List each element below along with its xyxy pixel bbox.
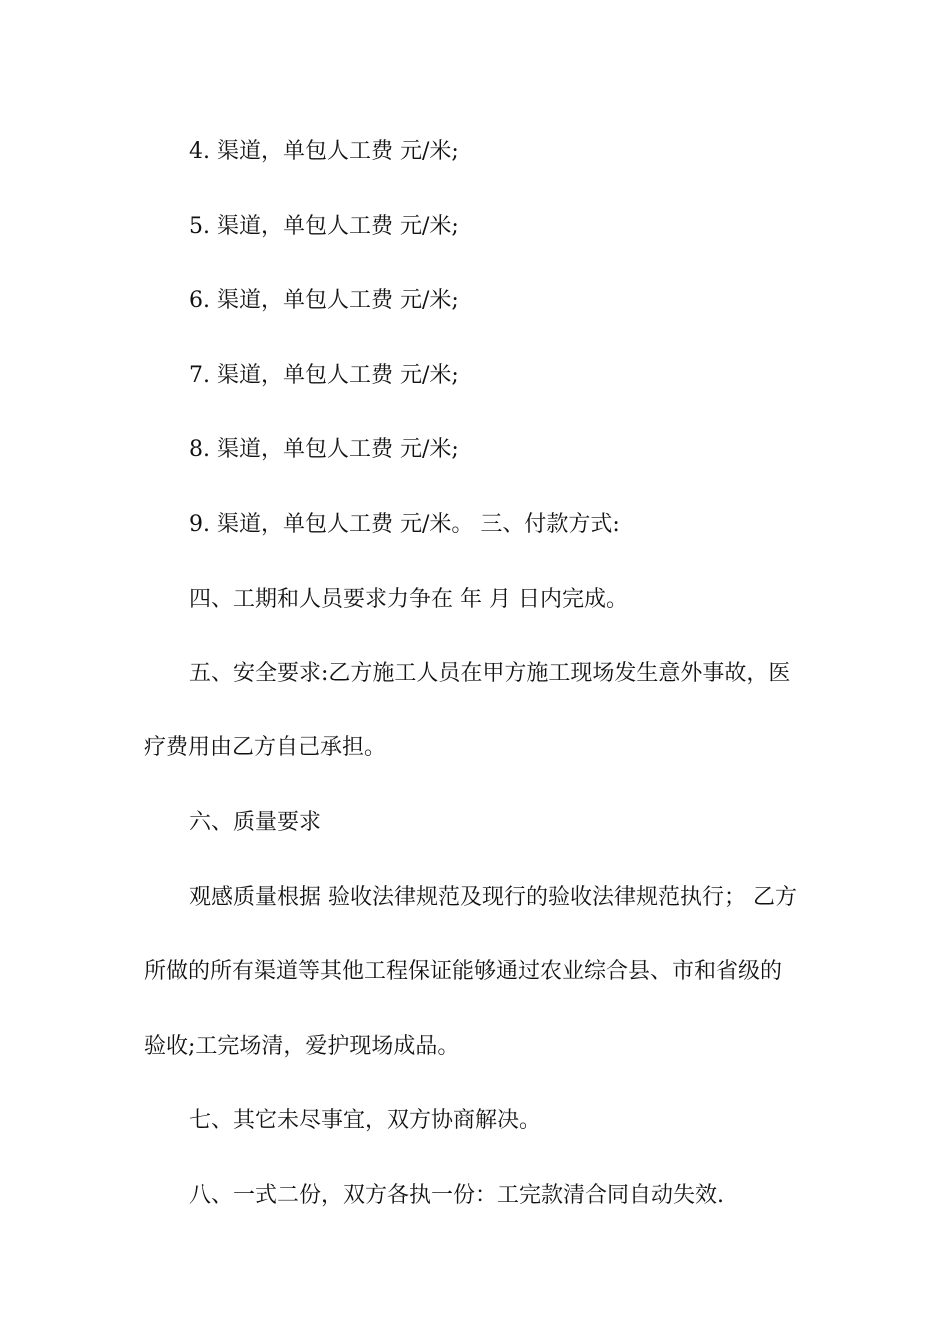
item-7-line: 7. 渠道，单包人工费 元/米; [189, 363, 459, 388]
item-8-line: 8. 渠道，单包人工费 元/米; [189, 437, 459, 462]
section-7-paragraph: 七、其它未尽事宜，双方协商解决。 [189, 1108, 542, 1133]
item-6-line: 6. 渠道，单包人工费 元/米; [189, 288, 459, 313]
section-5-continuation: 疗费用由乙方自己承担。 [144, 735, 387, 760]
section-5-paragraph: 五、安全要求:乙方施工人员在甲方施工现场发生意外事故，医 [189, 661, 791, 686]
item-5-line: 5. 渠道，单包人工费 元/米; [189, 214, 459, 239]
quality-continuation-1: 所做的所有渠道等其他工程保证能够通过农业综合县、市和省级的 [144, 959, 783, 984]
section-4-paragraph: 四、工期和人员要求力争在 年 月 日内完成。 [189, 587, 628, 612]
section-8-paragraph: 八、一式二份，双方各执一份：工完款清合同自动失效. [189, 1183, 724, 1208]
quality-continuation-2: 验收;工完场清，爱护现场成品。 [144, 1034, 460, 1059]
section-6-heading: 六、质量要求 [189, 810, 322, 835]
item-9-line: 9. 渠道，单包人工费 元/米。 三、付款方式: [189, 512, 620, 537]
quality-paragraph: 观感质量根据 验收法律规范及现行的验收法律规范执行； 乙方 [189, 885, 797, 910]
item-4-line: 4. 渠道，单包人工费 元/米; [189, 139, 459, 164]
